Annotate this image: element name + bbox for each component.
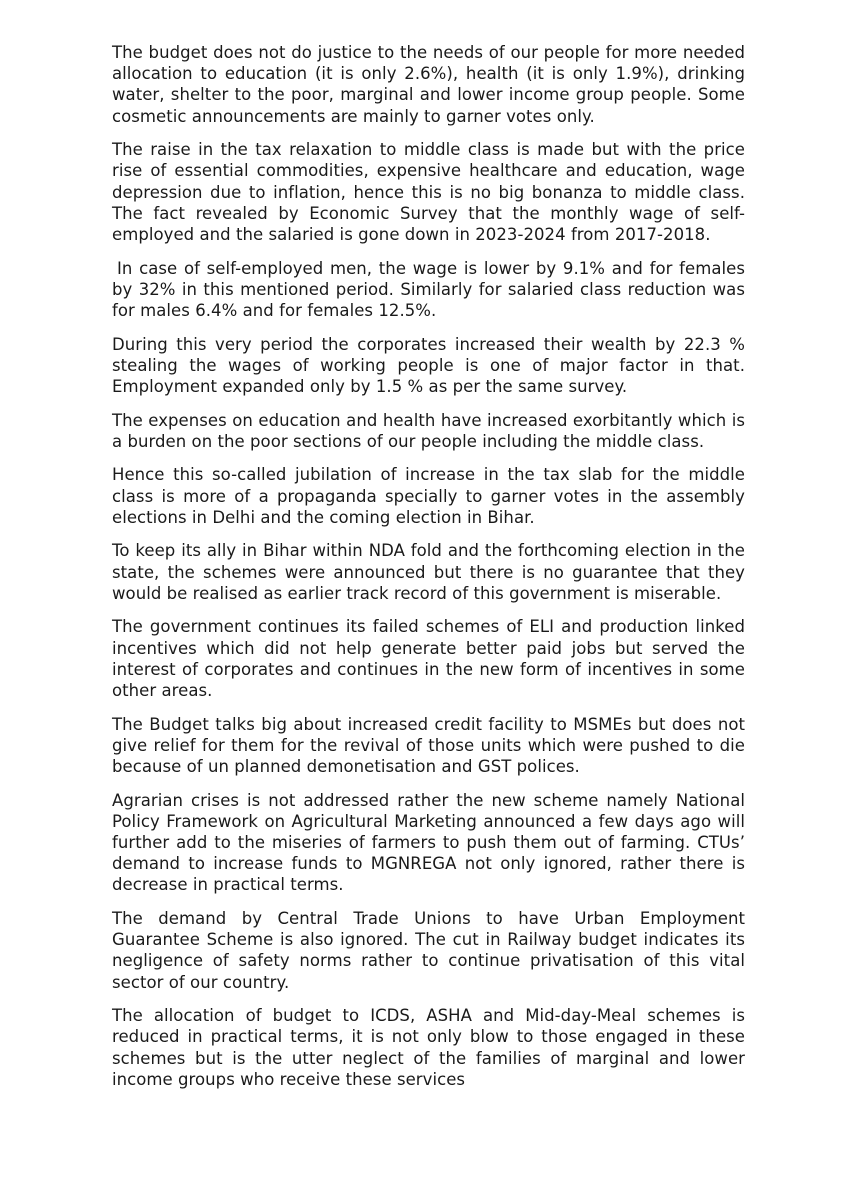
document-body xyxy=(112,42,745,1102)
paragraph-4: During this very period the corporates increased their wealth by 22.3 % stealing the wages of working people is one of major factor in that. Employment expanded only by 1.5 % as per the same survey. xyxy=(112,334,745,397)
paragraph-3: In case of self-employed men, the wage is lower by 9.1% and for females by 32% in this mentioned period. Similarly for salaried class reduction was for males 6.4% and for females 12.5%. xyxy=(112,258,745,321)
paragraph-6: Hence this so-called jubilation of increase in the tax slab for the middle class is more of a propaganda specially to garner votes in the assembly elections in Delhi and the coming election in Bihar. xyxy=(112,465,745,527)
paragraph-10: Agrarian crises is not addressed rather the new scheme namely National Policy Framework on Agricultural Marketing announced a few days ago will further add to the miseries of farmers to push them out of farming. CTUs’ demand to increase funds to MGNREGA not only ignored, rather there is decrease in practical terms. xyxy=(112,790,745,895)
paragraph-11: The demand by Central Trade Unions to have Urban Employment Guarantee Scheme is also ignored. The cut in Railway budget indicates its negligence of safety norms rather to continue privatisation of this vital sector of our country. xyxy=(112,909,745,992)
paragraph-9: The Budget talks big about increased credit facility to MSMEs but does not give relief for them for the revival of those units which were pushed to die because of un planned demonetisation and GST polices. xyxy=(112,714,745,777)
paragraph-7: To keep its ally in Bihar within NDA fold and the forthcoming election in the state, the schemes were announced but there is no guarantee that they would be realised as earlier track record of this government is miserable. xyxy=(112,541,745,603)
paragraph-8: The government continues its failed schemes of ELI and production linked incentives which did not help generate better paid jobs but served the interest of corporates and continues in the new form of incentives in some other areas. xyxy=(112,617,745,701)
paragraph-5: The expenses on education and health have increased exorbitantly which is a burden on the poor sections of our people including the middle class. xyxy=(112,410,745,451)
paragraph-1: The budget does not do justice to the needs of our people for more needed allocation to education (it is only 2.6%), health (it is only 1.9%), drinking water, shelter to the poor, marginal and lower income group people. Some cosmetic announcements are mainly to garner votes only. xyxy=(112,43,745,126)
paragraph-2: The raise in the tax relaxation to middle class is made but with the price rise of essential commodities, expensive healthcare and education, wage depression due to inflation, hence this is no big bonanza to middle class. The fact revealed by Economic Survey that the monthly wage of self-employed and the salaried is gone down in 2023-2024 from 2017-2018. xyxy=(112,140,745,245)
paragraph-12: The allocation of budget to ICDS, ASHA and Mid-day-Meal schemes is reduced in practical terms, it is not only blow to those engaged in these schemes but is the utter neglect of the families of marginal and lower income groups who receive these services xyxy=(112,1006,745,1089)
